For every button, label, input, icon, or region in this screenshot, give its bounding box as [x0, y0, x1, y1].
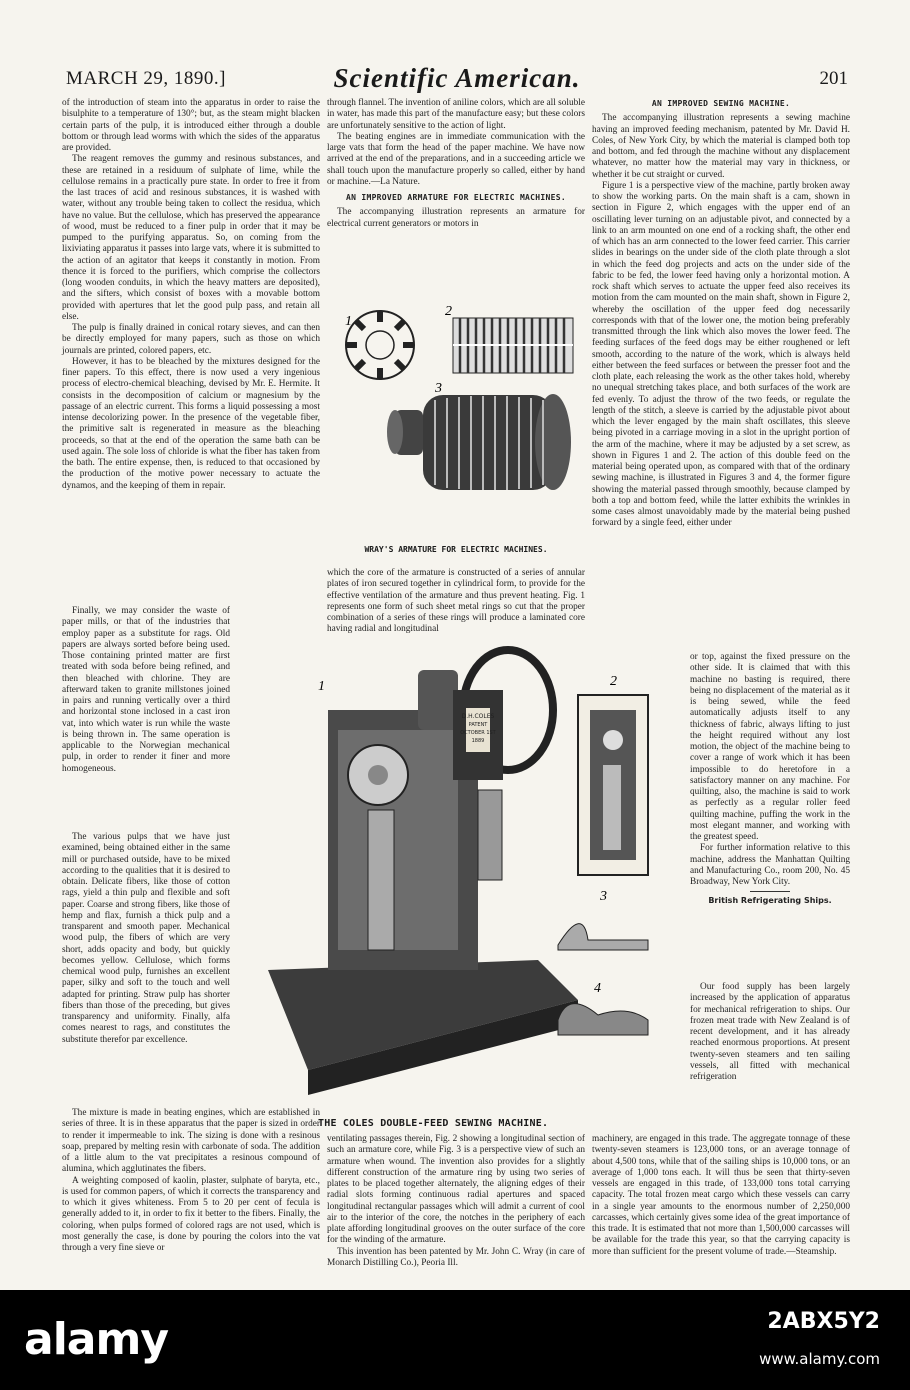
column-3 [592, 98, 850, 650]
alamy-logo: alamy [24, 1314, 168, 1365]
armature-fig-label: 3 [435, 381, 442, 396]
image-id: 2ABX5Y2 [767, 1309, 880, 1334]
machine-fig-label: 1 [318, 679, 325, 694]
column-3-bottom [592, 1134, 850, 1257]
col1-paragraph: The mixture is made in beating engines, which are established in series of three. It is in these apparatus that the paper is sized in order to render it impermeable to ink. The sizing is done with a resinous soap, prepared by melting resin with carbonate of soda. The addition of a little alum to the vat precipitates a resinous compound of alumina, which agglutinates the fibers. [62, 1108, 320, 1175]
col2-paragraph: ventilating passages therein, Fig. 2 showing a longitudinal section of such an armature core, while Fig. 3 is a perspective view of such an armature when wound. The invention also provides for a slightly different construction of the armature ring by using two series of plates to be placed together alternately, the aligning edges of their radial slots forming continuous radial apertures and spaced longitudinal rectangular passages which will admit a current of cool air to the interior of the core, the notches in the periphery of each plate affording longitudinal grooves on the outer surface of the core for the winding of the armature. [327, 1134, 585, 1246]
sewing-machine-body [268, 650, 578, 1095]
armature-perspective-figure [387, 394, 571, 490]
machine-badge-line: PATENT [468, 722, 488, 728]
armature-ring-figure [346, 311, 414, 379]
col3-paragraph: For further information relative to this machine, address the Manhattan Quilting and Manufacturing Co., room 200, No. 45 Broadway, New York City. [690, 843, 850, 887]
sewing-machine-illustration [238, 650, 678, 1115]
col3-paragraph: Our food supply has been largely increased by the application of apparatus for mechanical refrigeration to ships. Our frozen meat trade with New Zealand is of recent development, and it has already reached enormous proportions. At present twenty-seven steamers and ten sailing vessels, all fitted with mechanical refrigeration [690, 982, 850, 1082]
col3-paragraph: The accompanying illustration represents a sewing machine having an improved feeding mechanism, patented by Mr. David H. Coles, of New York City, by which the material is clamped both top and bottom, and fed through the machine without any displacement whatever, no matter how the material may vary in thickness, or whether it be cut straight or curved. [592, 113, 850, 180]
machine-section-figure [578, 695, 648, 875]
watermark-url: www.alamy.com [759, 1350, 880, 1368]
col1-paragraph: A weighting composed of kaolin, plaster, sulphate of baryta, etc., is used for common papers, of which it corrects the transparency and to which it gives whiteness. From 5 to 20 per cent of fecula is generally added to it, in order to fix it better to the fibers. Finally, the coloring, when pulps formed of colored rags are not used, which is most generally the case, is done by pouring the colors into the vat through a very fine sieve or [62, 1175, 320, 1253]
col3-paragraph: machinery, are engaged in this trade. The aggregate tonnage of these twenty-seven steamers is 123,000 tons, or an average tonnage of about 4,500 tons, while that of the sailing ships is 10,000 tons, or an average of 1,000 tons each. It will thus be seen that thirty-seven vessels are engaged in this trade, of 133,000 tons total carrying capacity. The total frozen meat cargo which these vessels can carry in a single year amounts to the enormous number of 2,250,000 carcasses, which certainly gives some idea of the great importance of this trade. It is estimated that not more than 1,500,000 carcasses will be available for the trade this year, so that the carrying capacity is more than sufficient for the present volume of trade.—Steamship. [592, 1134, 850, 1257]
machine-fabric-figure-4 [558, 1004, 648, 1035]
col1-paragraph: However, it has to be bleached by the mixtures designed for the finer papers. To this effect, there is now used a very ingenious process of electro-chemical bleaching, devised by Mr. E. Hermite. It consists in the decomposition of calcium or magnesium by the passage of an electric current. This forms a liquid possessing a most intense decolorizing power. In the presence of the vegetable fiber, the primitive salt is regenerated in measure as the bleaching proceeds, so that at the end of the operation the same bath can be used again. The sole loss of chloride is what the fiber has taken from the bath. The entire expense, then, is reduced to that occasioned by the production of the motive power necessary to actuate the dynamos, and the keeping of them in repair. [62, 356, 320, 491]
machine-fabric-figure-3 [558, 924, 648, 950]
refrigerating-heading: British Refrigerating Ships. [708, 896, 832, 906]
col1-paragraph: The various pulps that we have just examined, being obtained either in the same mill or purchased outside, have to be mixed according to the qualities that it is desired to obtain. Delicate fibers, like those of cotton rags, yield a thin pulp and flexible and soft paper. Coarse and strong fibers, like those of hemp and flax, furnish a thick pulp and a transparent and smooth paper. Mechanical wood pulp, the fibers of which are very short, adds opacity and body, but quickly becomes yellow. Cellulose, which forms chemical wood pulp, furnishes an excellent paper, silky and soft to the touch and well adapted for printing. Straw pulp has shorter fibers than those of the preceding, but gives transparency and uniformity. Finally, alfa comes nearest to rags, and constitutes the substitute therefor par excellence. [62, 832, 230, 1045]
col2-paragraph: which the core of the armature is constructed of a series of annular plates of iron secured together in cylindrical form, to provide for the effective ventilation of the armature and thus prevent heating. Fig. 1 represents one form of such sheet metal rings so cut that the proper combination of a series of these rings will produce a laminated core having radial and longitudinal [327, 568, 585, 635]
page-number: 201 [819, 68, 848, 89]
col3-paragraph: or top, against the fixed pressure on the other side. It is claimed that with this machine no basting is required, there being no displacement of the material as it is being sewed, while the feed automatically adjusts itself to any thickness of fabric, always lifting to just the height required without any lost motion, the object of the machine being to cover a range of work which it has been impossible to do heretofore in a satisfactory manner on any machine. For quilting, also, the machine is said to work as perfectly as a regular roller feed quilting machine, puffing the work in the most elegant manner, and working with the greatest speed. [690, 652, 850, 842]
column-3-narrow-b [690, 982, 850, 1127]
machine-badge-line: D.H.COLES [461, 713, 495, 720]
col1-paragraph: Finally, we may consider the waste of paper mills, or that of the industries that employ paper as a substitute for rags. Old papers are always sorted before being used. Those containing printed matter are first treated with soda before being refined, and then bleached with chlorine. They are afterward taken to granite millstones joined in pairs and running vertically over a third and horizontal stone inclosed in a cast iron vat, into which water is run while the waste is being thrown in. The same operation is applicable to the Norwegian mechanical pulp, in order to render it finer and more homogeneous. [62, 606, 230, 774]
column-1-lower-b [62, 832, 230, 1045]
column-2 [327, 98, 585, 230]
column-2-mid [327, 568, 585, 658]
armature-fig-label: 1 [345, 314, 352, 329]
machine-fig-label: 3 [600, 889, 607, 904]
column-1 [62, 98, 320, 492]
col3-paragraph: Figure 1 is a perspective view of the machine, partly broken away to show the working parts. On the main shaft is a cam, shown in section in Figure 2, which engages with the upper end of an oscillating lever turning on an adjustable pivot, and connected by a link to an arm mounted on one end of a rocking shaft, the other end of which has an arm connected to the lower feed carrier. This carrier slides in bearings on the under side of the cloth plate through a slot in which the feed dog projects and acts on the under side of the fabric to be fed, the lower feed having only a horizontal motion. A rock shaft which serves to actuate the upper feed also receives its motion from the cam mounted on the main shaft, shown in Figure 2, whereby the oscillation of the upper feed dog necessarily corresponds with that of the lower one, the motion being preferably transmitted through the link which also moves the lower feed. The feeding surfaces of the feed dogs may be either roughened or left smooth, according to the nature of the work, which is always held either between the feed surfaces or between the presser foot and the cloth plate, each releasing the work as the other takes hold, whereby no unequal stretching takes place, and both surfaces of the work are fed evenly. To adjust the throw of the two feeds, or regulate the length of the stitch, a sleeve is carried by the adjustable pivot about which the lever engaged by the main shaft oscillates, this sleeve being pivoted in a carriage moving in a slot in the upright portion of the arm of the machine, where it may be adjusted by a set screw, as shown in Figures 1 and 2. The action of this double feed on the material being operated upon, as compared with that of the ordinary sewing machine, is illustrated in Figures 3 and 4, the former figure showing the material passed through smoothly, because clamped by both a top and bottom feed, while the latter exhibits the wrinkles in some cases almost unavoidably made by the material being pushed forward by a single feed, either under [592, 180, 850, 529]
column-1-bottom [62, 1108, 320, 1253]
armature-fig-label: 2 [445, 304, 452, 319]
column-1-lower [62, 606, 230, 828]
column-2-bottom [327, 1134, 585, 1268]
machine-badge-line: OCTOBER 1ST [460, 730, 496, 736]
section-divider [750, 891, 790, 892]
col2-paragraph: The beating engines are in immediate communication with the large vats that form the head of the paper machine. We have now arrived at the end of the preparations, and in a succeeding article we shall touch upon the manufacture properly so called, either by hand or machine.—La Nature. [327, 131, 585, 187]
col2-paragraph: The accompanying illustration represents an armature for electrical current generators or motors in [327, 207, 585, 229]
col2-paragraph: through flannel. The invention of aniline colors, which are all soluble in water, has made this part of the manufacture easy; but these colors are unfortunately sensitive to the action of light. [327, 98, 586, 131]
machine-caption: THE COLES DOUBLE-FEED SEWING MACHINE. [318, 1118, 549, 1129]
masthead-title: Scientific American. [333, 63, 581, 93]
armature-caption: WRAY'S ARMATURE FOR ELECTRIC MACHINES. [364, 545, 548, 554]
col1-paragraph: The pulp is finally drained in conical rotary sieves, and can then be directly employed for many papers, such as those on which journals are printed, colored papers, etc. [62, 323, 320, 356]
machine-fig-label: 2 [610, 674, 617, 689]
col1-paragraph: of the introduction of steam into the apparatus in order to raise the bisulphite to a temperature of 130°; but, as the steam might blacken certain parts of the pulp, it is introduced either through a double bottom or through lead worms with which the sides of the apparatus are provided. [62, 98, 320, 153]
armature-section-figure [453, 318, 573, 373]
machine-badge-line: 1889 [471, 738, 485, 744]
col1-paragraph: The reagent removes the gummy and resinous substances, and these are retained in a residuum of sulphate of lime, while the cellulose remains in a practically pure state. In order to free it from the last traces of acid and resinous substances, it is washed with water, without any trouble being taken to collect the residua, which have no value. But the cellulose, which has preserved the appearance of wood, must be reduced to a finer pulp in order that it may be pumped to the purifying apparatus. So, on coming from the lixiviating apparatus it passes into large vats, where it is submitted to the action of an agitator that keeps it constantly in motion. From thence it is forced to the purifiers, which comprise the collectors (long wooden conduits, in which the heavy matters are deposited), and the sifters, which consist of boxes with a movable bottom provided with apertures that let the good pulp pass, and retain all else. [62, 154, 320, 322]
machine-fig-label: 4 [594, 981, 601, 996]
column-3-narrow [690, 652, 850, 970]
armature-illustration [335, 300, 580, 535]
issue-date: MARCH 29, 1890.] [66, 68, 227, 89]
col2-paragraph: This invention has been patented by Mr. John C. Wray (in care of Monarch Distilling Co.), Peoria Ill. [327, 1246, 585, 1268]
armature-heading: AN IMPROVED ARMATURE FOR ELECTRIC MACHINES. [345, 193, 566, 202]
sewing-machine-heading: AN IMPROVED SEWING MACHINE. [651, 99, 791, 108]
